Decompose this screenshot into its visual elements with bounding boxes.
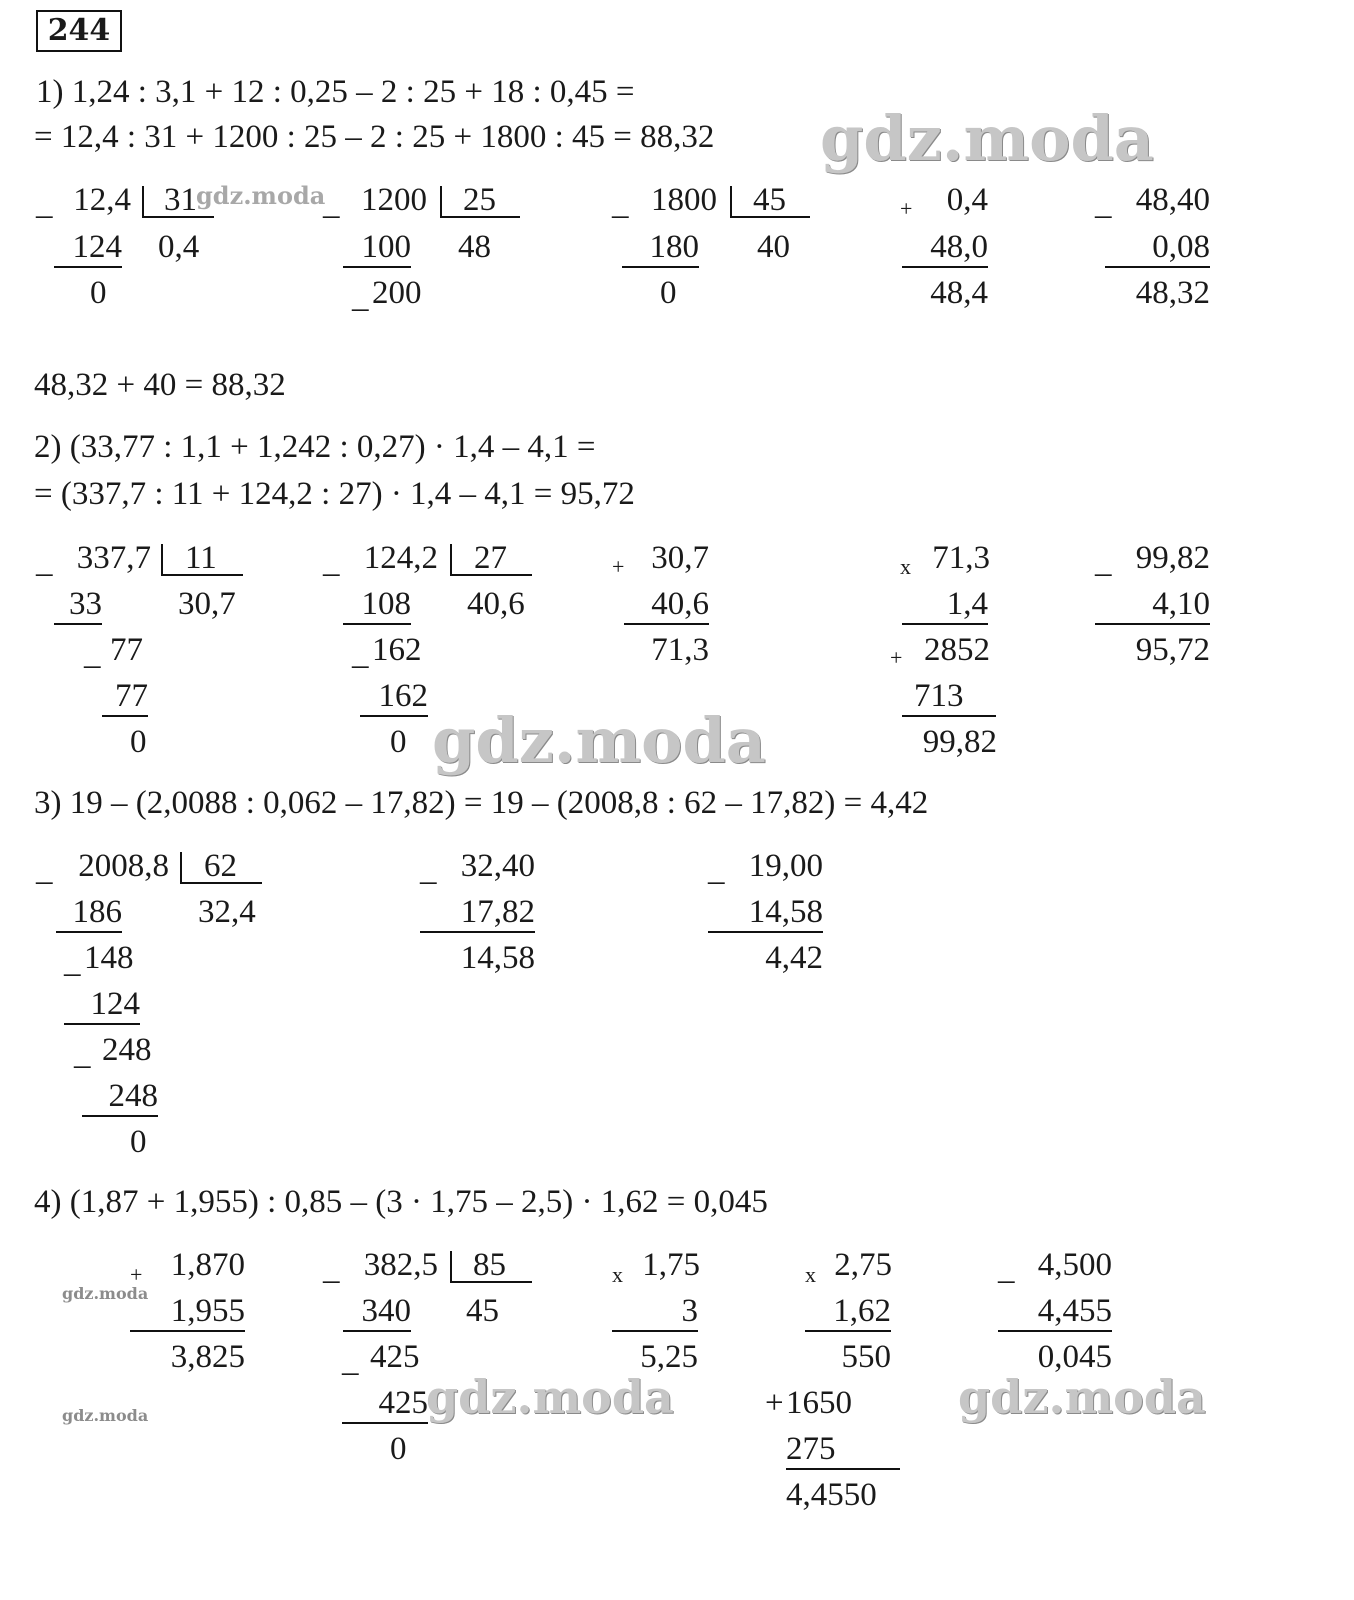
minus-sign: _ [612, 186, 629, 222]
p1-add-a: 0,4 [946, 182, 988, 218]
p1-d3-quotient: 40 [757, 229, 790, 265]
p3-d1-divisor: 62 [204, 848, 237, 884]
minus-sign: _ [420, 852, 437, 888]
times-sign: x [900, 554, 911, 579]
plus-sign: + [900, 196, 913, 221]
p3-sub1-a: 32,40 [460, 848, 535, 884]
p1-d1-divisor: 31 [164, 182, 197, 218]
p4-d1-s2: 425 [342, 1387, 428, 1424]
division-bar [440, 186, 442, 218]
p4-d1-s1: 340 [343, 1295, 411, 1332]
p1-d2-dividend: 1200 [361, 182, 427, 218]
watermark: gdz.moda [426, 1370, 674, 1424]
p3-line1: 3) 19 – (2,0088 : 0,062 – 17,82) = 19 – (2008,8 : 62 – 17,82) = 4,42 [34, 785, 929, 821]
p3-d1-r2: 248 [102, 1032, 152, 1068]
p4-line1: 4) (1,87 + 1,955) : 0,85 – (3 · 1,75 – 2,5) · 1,62 = 0,045 [34, 1184, 768, 1220]
watermark: gdz.moda [958, 1370, 1206, 1424]
division-bar [142, 186, 144, 218]
watermark: gdz.moda [62, 1406, 149, 1425]
p2-line1: 2) (33,77 : 1,1 + 1,242 : 0,27) · 1,4 – 4,1 = [34, 429, 596, 465]
p2-d1-s1: 33 [54, 588, 102, 625]
p1-sub-a: 48,40 [1135, 182, 1210, 218]
task-number: 244 [36, 10, 122, 52]
minus-sign: _ [323, 544, 340, 580]
p4-mul1-res: 5,25 [640, 1339, 698, 1375]
p2-sub-res: 95,72 [1135, 632, 1210, 668]
minus-sign: _ [64, 944, 81, 980]
p2-line2: = (337,7 : 11 + 124,2 : 27) · 1,4 – 4,1 = 95,72 [34, 476, 635, 512]
minus-sign: _ [323, 1251, 340, 1287]
p4-d1-divisor: 85 [473, 1247, 506, 1283]
p2-mul-a: 71,3 [932, 540, 990, 576]
p4-mul2-res: 4,4550 [786, 1477, 877, 1513]
p3-d1-s1: 186 [56, 896, 122, 933]
p1-d2-quotient: 48 [458, 229, 491, 265]
p1-sub-res: 48,32 [1135, 275, 1210, 311]
p2-d1-rem: 0 [130, 724, 147, 760]
p4-mul1-a: 1,75 [642, 1247, 700, 1283]
p4-d1-rem: 0 [390, 1431, 407, 1467]
p2-d1-r1: 77 [110, 632, 143, 668]
minus-sign: _ [1095, 544, 1112, 580]
p1-line2: = 12,4 : 31 + 1200 : 25 – 2 : 25 + 1800 : 45 = 88,32 [34, 119, 715, 155]
p1-d3-rem: 0 [660, 275, 677, 311]
p4-mul2-p3: 275 [786, 1433, 900, 1470]
p2-d1-dividend: 337,7 [76, 540, 151, 576]
watermark: gdz.moda [196, 181, 326, 210]
minus-sign: _ [708, 852, 725, 888]
p4-mul2-p2: 1650 [786, 1385, 852, 1421]
p4-d1-r1: 425 [370, 1339, 420, 1375]
times-sign: x [805, 1262, 816, 1287]
watermark: gdz.moda [62, 1284, 149, 1303]
p4-mul2-b: 1,62 [805, 1295, 891, 1332]
p2-d2-quotient: 40,6 [467, 586, 525, 622]
p1-line1: 1) 1,24 : 3,1 + 12 : 0,25 – 2 : 25 + 18 : 0,45 = [36, 74, 635, 110]
p1-d3-sub: 180 [622, 231, 699, 268]
watermark: gdz.moda [820, 102, 1154, 175]
p3-d1-rem: 0 [130, 1124, 147, 1160]
p1-d1-quotient: 0,4 [158, 229, 200, 265]
p2-mul-p1: 2852 [924, 632, 990, 668]
p2-mul-b: 1,4 [902, 588, 988, 625]
p4-mul1-b: 3 [612, 1295, 698, 1332]
p4-sub-res: 0,045 [1037, 1339, 1112, 1375]
p2-d2-rem: 0 [390, 724, 407, 760]
p4-d1-quotient: 45 [466, 1293, 499, 1329]
minus-sign: _ [36, 186, 53, 222]
p2-add-a: 30,7 [651, 540, 709, 576]
p2-d2-r1: 162 [372, 632, 422, 668]
p1-sub-b: 0,08 [1105, 231, 1210, 268]
minus-sign: _ [74, 1036, 91, 1072]
minus-sign: _ [84, 636, 101, 672]
division-bar [730, 186, 732, 218]
p3-sub2-res: 4,42 [765, 940, 823, 976]
minus-sign: _ [352, 279, 369, 315]
p4-d1-dividend: 382,5 [363, 1247, 438, 1283]
p2-mul-res: 99,82 [922, 724, 997, 760]
plus-sign: + [612, 554, 625, 579]
p1-add-res: 48,4 [930, 275, 988, 311]
p2-sub-a: 99,82 [1135, 540, 1210, 576]
times-sign: x [612, 1262, 623, 1287]
minus-sign: _ [36, 852, 53, 888]
p1-d3-divisor: 45 [753, 182, 786, 218]
watermark: gdz.moda [432, 704, 766, 777]
minus-sign: _ [342, 1343, 359, 1379]
p1-d1-sub: 124 [54, 231, 122, 268]
p2-d2-divisor: 27 [474, 540, 507, 576]
p2-add-b: 40,6 [624, 588, 709, 625]
p3-d1-s2: 124 [64, 988, 140, 1025]
p3-d1-r1: 148 [84, 940, 134, 976]
p2-d2-dividend: 124,2 [363, 540, 438, 576]
minus-sign: _ [352, 636, 369, 672]
p4-sub-b: 4,455 [998, 1295, 1112, 1332]
p1-d2-sub: 100 [343, 231, 411, 268]
p2-d1-divisor: 11 [185, 540, 217, 576]
p4-sub-a: 4,500 [1037, 1247, 1112, 1283]
p1-add-b: 48,0 [902, 231, 988, 268]
p3-sub2-a: 19,00 [748, 848, 823, 884]
p2-mul-p2: 713 [902, 680, 996, 717]
p1-d2-divisor: 25 [463, 182, 496, 218]
minus-sign: _ [323, 186, 340, 222]
minus-sign: _ [998, 1251, 1015, 1287]
division-bar [450, 544, 452, 576]
division-bar [161, 544, 163, 576]
division-bar [450, 1251, 452, 1283]
p4-add-b: 1,955 [130, 1295, 245, 1332]
p3-d1-s3: 248 [82, 1080, 158, 1117]
plus-sign: + [765, 1385, 784, 1421]
p2-d2-s2: 162 [360, 680, 428, 717]
division-bar [180, 852, 182, 884]
p3-sub1-b: 17,82 [420, 896, 535, 933]
p4-add-a: 1,870 [170, 1247, 245, 1283]
p2-d1-quotient: 30,7 [178, 586, 236, 622]
p1-final: 48,32 + 40 = 88,32 [34, 367, 286, 403]
minus-sign: _ [1095, 186, 1112, 222]
p2-add-res: 71,3 [651, 632, 709, 668]
p1-d1-rem: 0 [90, 275, 107, 311]
p2-d2-s1: 108 [343, 588, 411, 625]
p3-d1-quotient: 32,4 [198, 894, 256, 930]
plus-sign: + [130, 1262, 143, 1287]
p2-sub-b: 4,10 [1095, 588, 1210, 625]
p4-add-res: 3,825 [170, 1339, 245, 1375]
p3-sub2-b: 14,58 [708, 896, 823, 933]
minus-sign: _ [36, 544, 53, 580]
p2-d1-s2: 77 [102, 680, 148, 717]
p1-d1-dividend: 12,4 [73, 182, 131, 218]
plus-sign: + [890, 645, 903, 670]
p4-mul2-a: 2,75 [834, 1247, 892, 1283]
p3-d1-dividend: 2008,8 [78, 848, 169, 884]
p3-sub1-res: 14,58 [460, 940, 535, 976]
p4-mul2-p1: 550 [841, 1339, 891, 1375]
p1-d3-dividend: 1800 [651, 182, 717, 218]
p1-d2-rem: 200 [372, 275, 422, 311]
